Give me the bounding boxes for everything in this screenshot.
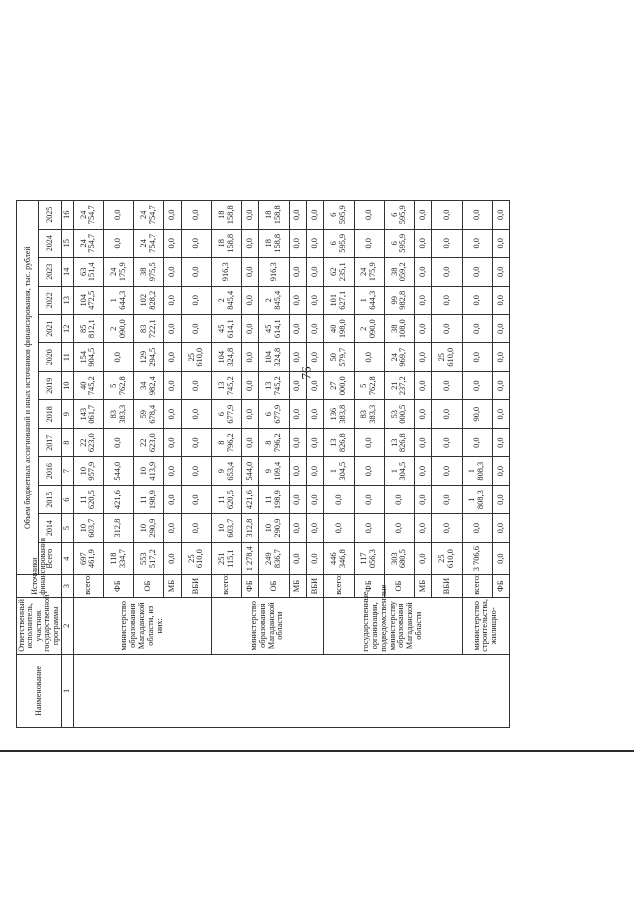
value-cell: 10 603,7: [211, 514, 241, 542]
budget-table: [16, 200, 510, 728]
value-cell: 2 845,4: [259, 286, 289, 314]
value-cell: 50 579,7: [324, 343, 354, 371]
source-cell: ВБИ: [432, 575, 462, 597]
value-cell: 0,0: [492, 229, 509, 257]
executor-cell: министерство строительства, жилищно-: [462, 597, 510, 654]
value-cell: 0,0: [324, 485, 354, 513]
value-cell: 10 290,9: [134, 514, 164, 542]
value-cell: 0,0: [414, 485, 431, 513]
value-cell: 0,0: [414, 343, 431, 371]
value-cell: 1 644,3: [354, 286, 384, 314]
value-cell: 0,0: [103, 343, 133, 371]
value-cell: 0,0: [164, 258, 181, 286]
value-cell: 13 745,2: [211, 371, 241, 399]
table-row: [73, 201, 103, 728]
source-cell: ВБИ: [307, 575, 324, 597]
value-cell: 2 845,4: [211, 286, 241, 314]
source-cell: ФБ: [242, 575, 259, 597]
value-cell: 0,0: [492, 400, 509, 428]
value-cell: 0,0: [414, 514, 431, 542]
value-cell: 10 957,9: [73, 457, 103, 485]
value-cell: 249 836,7: [259, 542, 289, 575]
value-cell: 0,0: [432, 485, 462, 513]
column-number: 10: [61, 371, 73, 399]
executor-cell: министерство образования Магаданской области, из них:: [73, 597, 211, 654]
value-cell: 8 796,2: [259, 428, 289, 456]
source-cell: МБ: [289, 575, 306, 597]
value-cell: 104 324,8: [259, 343, 289, 371]
value-cell: 0,0: [289, 371, 306, 399]
column-number: 3: [61, 575, 73, 597]
header-year: 2016: [39, 457, 61, 485]
value-cell: 27 000,0: [324, 371, 354, 399]
value-cell: 0,0: [103, 428, 133, 456]
value-cell: 0,0: [414, 371, 431, 399]
value-cell: 0,0: [307, 286, 324, 314]
value-cell: 13 745,2: [259, 371, 289, 399]
value-cell: 0,0: [181, 371, 211, 399]
value-cell: 0,0: [432, 400, 462, 428]
header-year: 2025: [39, 201, 61, 230]
value-cell: 0,0: [242, 286, 259, 314]
value-cell: 0,0: [414, 457, 431, 485]
value-cell: 0,0: [242, 315, 259, 343]
value-cell: 0,0: [164, 457, 181, 485]
value-cell: 0,0: [414, 428, 431, 456]
value-cell: 0,0: [164, 428, 181, 456]
source-cell: МБ: [414, 575, 431, 597]
value-cell: 0,0: [181, 286, 211, 314]
source-cell: ФБ: [492, 575, 509, 597]
value-cell: 104 324,8: [211, 343, 241, 371]
value-cell: 6 677,9: [259, 400, 289, 428]
value-cell: 22 623,0: [134, 428, 164, 456]
value-cell: 117 056,3: [354, 542, 384, 575]
value-cell: 0,0: [462, 315, 492, 343]
column-number: 11: [61, 343, 73, 371]
value-cell: 11 620,5: [73, 485, 103, 513]
value-cell: 24 754,7: [134, 201, 164, 230]
value-cell: 40 745,2: [73, 371, 103, 399]
value-cell: 143 061,7: [73, 400, 103, 428]
header-volume: Объем бюджетных ассигнований и иных источников финансирования, тыс. рублей: [17, 201, 39, 575]
value-cell: 6 595,9: [324, 201, 354, 230]
value-cell: 697 461,9: [73, 542, 103, 575]
value-cell: 11 198,9: [259, 485, 289, 513]
value-cell: 0,0: [462, 428, 492, 456]
value-cell: 118 334,7: [103, 542, 133, 575]
value-cell: 544,0: [103, 457, 133, 485]
value-cell: 8 796,2: [211, 428, 241, 456]
source-cell: всего:: [462, 575, 492, 597]
value-cell: 0,0: [462, 343, 492, 371]
value-cell: 24 969,7: [384, 343, 414, 371]
column-number: 5: [61, 514, 73, 542]
value-cell: 0,0: [289, 258, 306, 286]
value-cell: 0,0: [307, 201, 324, 230]
source-cell: ФБ: [103, 575, 133, 597]
value-cell: 0,0: [242, 400, 259, 428]
value-cell: 0,0: [307, 514, 324, 542]
table-row: [462, 201, 492, 728]
value-cell: 0,0: [492, 315, 509, 343]
value-cell: 9 109,4: [259, 457, 289, 485]
value-cell: 5 762,8: [103, 371, 133, 399]
value-cell: 0,0: [414, 542, 431, 575]
value-cell: 0,0: [432, 286, 462, 314]
column-number: 7: [61, 457, 73, 485]
value-cell: 83 722,1: [134, 315, 164, 343]
source-cell: ОБ: [259, 575, 289, 597]
value-cell: 0,0: [164, 315, 181, 343]
value-cell: 21 237,2: [384, 371, 414, 399]
value-cell: 0,0: [289, 485, 306, 513]
value-cell: 25 610,0: [432, 542, 462, 575]
value-cell: 38 059,2: [384, 258, 414, 286]
value-cell: 0,0: [492, 286, 509, 314]
value-cell: 10 413,9: [134, 457, 164, 485]
header-year: 2022: [39, 286, 61, 314]
value-cell: 553 517,2: [134, 542, 164, 575]
value-cell: 0,0: [414, 315, 431, 343]
value-cell: 0,0: [307, 315, 324, 343]
value-cell: 83 383,3: [103, 400, 133, 428]
value-cell: 0,0: [164, 400, 181, 428]
value-cell: 6 595,9: [324, 229, 354, 257]
value-cell: 0,0: [307, 457, 324, 485]
header-year: 2024: [39, 229, 61, 257]
value-cell: 0,0: [492, 428, 509, 456]
value-cell: 9 653,4: [211, 457, 241, 485]
value-cell: 0,0: [181, 229, 211, 257]
value-cell: 0,0: [307, 542, 324, 575]
value-cell: 0,0: [164, 201, 181, 230]
column-number: 8: [61, 428, 73, 456]
budget-table-rotated: [16, 200, 505, 728]
value-cell: 6 595,9: [384, 201, 414, 230]
value-cell: 0,0: [103, 201, 133, 230]
header-name: Наименование: [17, 654, 62, 727]
value-cell: 446 346,8: [324, 542, 354, 575]
source-cell: ОБ: [384, 575, 414, 597]
value-cell: 0,0: [354, 428, 384, 456]
value-cell: 0,0: [289, 286, 306, 314]
header-total: Всего: [39, 542, 61, 575]
value-cell: 38 108,0: [384, 315, 414, 343]
value-cell: 2 090,0: [103, 315, 133, 343]
value-cell: 24 175,9: [354, 258, 384, 286]
value-cell: 0,0: [164, 286, 181, 314]
value-cell: 25 610,0: [181, 542, 211, 575]
header-year: 2023: [39, 258, 61, 286]
value-cell: 0,0: [354, 201, 384, 230]
header-year: 2021: [39, 315, 61, 343]
column-number: 16: [61, 201, 73, 230]
value-cell: 0,0: [242, 201, 259, 230]
name-cell: [73, 654, 509, 727]
value-cell: 2 090,0: [354, 315, 384, 343]
value-cell: 544,0: [242, 457, 259, 485]
value-cell: 0,0: [492, 457, 509, 485]
value-cell: 0,0: [414, 258, 431, 286]
value-cell: 0,0: [242, 229, 259, 257]
value-cell: 0,0: [181, 258, 211, 286]
value-cell: 0,0: [242, 428, 259, 456]
value-cell: 13 826,8: [324, 428, 354, 456]
value-cell: 0,0: [354, 229, 384, 257]
header-source: Источники финансирования: [17, 575, 62, 597]
value-cell: 1 808,3: [462, 457, 492, 485]
value-cell: 0,0: [432, 428, 462, 456]
value-cell: 251 115,1: [211, 542, 241, 575]
value-cell: 0,0: [181, 400, 211, 428]
value-cell: 63 151,4: [73, 258, 103, 286]
value-cell: 0,0: [289, 343, 306, 371]
value-cell: 0,0: [307, 400, 324, 428]
value-cell: 18 158,8: [259, 201, 289, 230]
value-cell: 0,0: [164, 514, 181, 542]
value-cell: 85 812,1: [73, 315, 103, 343]
value-cell: 18 158,8: [211, 201, 241, 230]
value-cell: 0,0: [492, 542, 509, 575]
bottom-rule: [0, 750, 634, 752]
value-cell: 1 808,3: [462, 485, 492, 513]
header-executor: Ответственный исполнитель, участник государственной программы: [17, 597, 62, 654]
value-cell: 0,0: [307, 485, 324, 513]
value-cell: 53 000,5: [384, 400, 414, 428]
value-cell: 18 158,8: [259, 229, 289, 257]
value-cell: 5 762,8: [354, 371, 384, 399]
column-number: 6: [61, 485, 73, 513]
value-cell: 90,0: [462, 400, 492, 428]
value-cell: 24 175,9: [103, 258, 133, 286]
value-cell: 13 826,8: [384, 428, 414, 456]
value-cell: 0,0: [289, 514, 306, 542]
value-cell: 0,0: [307, 343, 324, 371]
source-cell: ВБИ: [181, 575, 211, 597]
value-cell: 312,8: [103, 514, 133, 542]
value-cell: 0,0: [432, 457, 462, 485]
value-cell: 0,0: [462, 286, 492, 314]
value-cell: 62 235,1: [324, 258, 354, 286]
value-cell: 38 975,5: [134, 258, 164, 286]
value-cell: 99 982,8: [384, 286, 414, 314]
value-cell: 24 754,7: [134, 229, 164, 257]
value-cell: 0,0: [181, 485, 211, 513]
source-cell: МБ: [164, 575, 181, 597]
column-number: 2: [61, 597, 73, 654]
header-year: 2015: [39, 485, 61, 513]
source-cell: всего:: [73, 575, 103, 597]
value-cell: 11 620,5: [211, 485, 241, 513]
value-cell: 101 627,1: [324, 286, 354, 314]
value-cell: 0,0: [492, 485, 509, 513]
value-cell: 0,0: [289, 315, 306, 343]
value-cell: 0,0: [492, 343, 509, 371]
value-cell: 0,0: [462, 258, 492, 286]
value-cell: 25 610,0: [432, 343, 462, 371]
source-cell: ФБ: [354, 575, 384, 597]
table-row: [324, 201, 354, 728]
executor-cell: государственные организации, подведомственные министерству образования Магаданской области: [324, 597, 462, 654]
column-number: 9: [61, 400, 73, 428]
value-cell: 0,0: [242, 343, 259, 371]
value-cell: 0,0: [181, 514, 211, 542]
value-cell: 0,0: [492, 201, 509, 230]
value-cell: 421,6: [103, 485, 133, 513]
value-cell: 18 158,8: [211, 229, 241, 257]
value-cell: 0,0: [324, 514, 354, 542]
value-cell: 1 278,4: [242, 542, 259, 575]
value-cell: 0,0: [432, 371, 462, 399]
header-year: 2014: [39, 514, 61, 542]
value-cell: 0,0: [384, 514, 414, 542]
value-cell: 916,3: [211, 258, 241, 286]
value-cell: 24 754,7: [73, 229, 103, 257]
value-cell: 0,0: [492, 371, 509, 399]
value-cell: 312,8: [242, 514, 259, 542]
value-cell: 0,0: [432, 514, 462, 542]
value-cell: 0,0: [492, 514, 509, 542]
value-cell: 0,0: [414, 286, 431, 314]
value-cell: 83 383,3: [354, 400, 384, 428]
value-cell: 0,0: [289, 229, 306, 257]
value-cell: 0,0: [462, 201, 492, 230]
value-cell: 154 904,5: [73, 343, 103, 371]
value-cell: 1 304,5: [324, 457, 354, 485]
value-cell: 0,0: [354, 485, 384, 513]
column-number: 15: [61, 229, 73, 257]
table-row: [211, 201, 241, 728]
value-cell: 1 644,3: [103, 286, 133, 314]
value-cell: 0,0: [289, 428, 306, 456]
value-cell: 0,0: [164, 485, 181, 513]
value-cell: 0,0: [307, 229, 324, 257]
value-cell: 0,0: [289, 201, 306, 230]
value-cell: 0,0: [164, 229, 181, 257]
value-cell: 34 982,4: [134, 371, 164, 399]
value-cell: 25 610,0: [181, 343, 211, 371]
value-cell: 6 677,9: [211, 400, 241, 428]
value-cell: 24 754,7: [73, 201, 103, 230]
header-colnum-row: [61, 201, 73, 728]
source-cell: ОБ: [134, 575, 164, 597]
source-cell: всего:: [211, 575, 241, 597]
executor-cell: министерство образования Магаданской области: [211, 597, 323, 654]
column-number: 1: [61, 654, 73, 727]
value-cell: 0,0: [462, 229, 492, 257]
value-cell: 0,0: [307, 428, 324, 456]
value-cell: 916,3: [259, 258, 289, 286]
value-cell: 0,0: [181, 457, 211, 485]
value-cell: 104 472,5: [73, 286, 103, 314]
value-cell: 102 828,2: [134, 286, 164, 314]
value-cell: 10 290,9: [259, 514, 289, 542]
value-cell: 0,0: [181, 201, 211, 230]
value-cell: 303 680,5: [384, 542, 414, 575]
value-cell: 0,0: [432, 201, 462, 230]
value-cell: 0,0: [103, 229, 133, 257]
value-cell: 11 198,9: [134, 485, 164, 513]
value-cell: 0,0: [164, 343, 181, 371]
value-cell: 59 678,4: [134, 400, 164, 428]
value-cell: 22 623,0: [73, 428, 103, 456]
value-cell: 0,0: [432, 315, 462, 343]
value-cell: 0,0: [164, 371, 181, 399]
column-number: 12: [61, 315, 73, 343]
value-cell: 0,0: [414, 229, 431, 257]
value-cell: 0,0: [289, 542, 306, 575]
value-cell: 0,0: [462, 514, 492, 542]
value-cell: 0,0: [307, 371, 324, 399]
value-cell: 0,0: [354, 514, 384, 542]
column-number: 14: [61, 258, 73, 286]
value-cell: 0,0: [289, 457, 306, 485]
value-cell: 40 198,0: [324, 315, 354, 343]
value-cell: 1 304,5: [384, 457, 414, 485]
table-body: [73, 201, 509, 728]
header-year: 2020: [39, 343, 61, 371]
value-cell: 0,0: [462, 371, 492, 399]
value-cell: 0,0: [492, 258, 509, 286]
value-cell: 0,0: [384, 485, 414, 513]
value-cell: 0,0: [307, 258, 324, 286]
value-cell: 3 706,6: [462, 542, 492, 575]
header-row-top: [17, 201, 39, 728]
value-cell: 0,0: [354, 343, 384, 371]
value-cell: 0,0: [414, 201, 431, 230]
value-cell: 0,0: [242, 371, 259, 399]
value-cell: 0,0: [432, 229, 462, 257]
value-cell: 0,0: [414, 400, 431, 428]
value-cell: 10 603,7: [73, 514, 103, 542]
value-cell: 421,6: [242, 485, 259, 513]
header-year: 2017: [39, 428, 61, 456]
value-cell: 0,0: [242, 258, 259, 286]
value-cell: 45 614,1: [211, 315, 241, 343]
column-number: 13: [61, 286, 73, 314]
header-year: 2019: [39, 371, 61, 399]
header-year: 2018: [39, 400, 61, 428]
value-cell: 0,0: [181, 315, 211, 343]
column-number: 4: [61, 542, 73, 575]
page-number: 76: [298, 366, 314, 380]
value-cell: 0,0: [354, 457, 384, 485]
value-cell: 45 614,1: [259, 315, 289, 343]
value-cell: 0,0: [432, 258, 462, 286]
value-cell: 0,0: [181, 428, 211, 456]
source-cell: всего:: [324, 575, 354, 597]
value-cell: 0,0: [164, 542, 181, 575]
value-cell: 136 383,8: [324, 400, 354, 428]
value-cell: 129 294,5: [134, 343, 164, 371]
value-cell: 6 595,9: [384, 229, 414, 257]
value-cell: 0,0: [289, 400, 306, 428]
